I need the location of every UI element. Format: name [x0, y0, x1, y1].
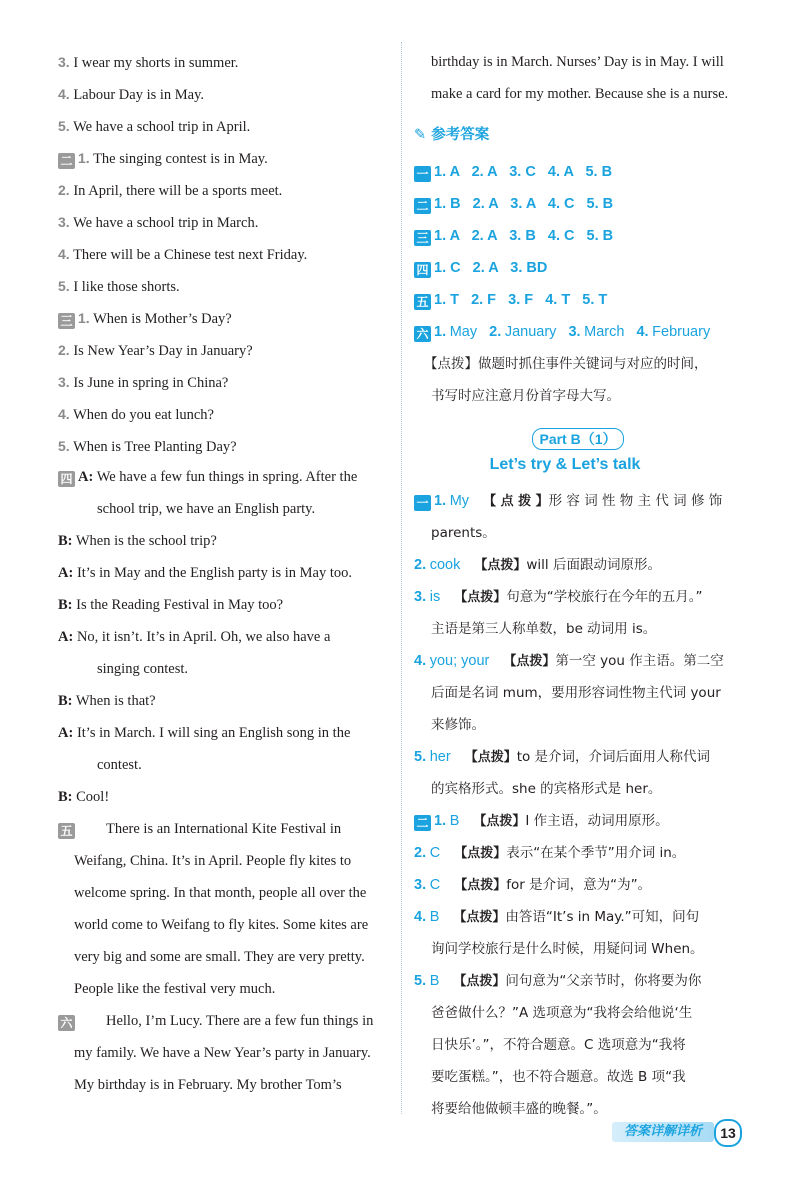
- sentence-text: When is Tree Planting Day?: [73, 439, 237, 455]
- speaker: A:: [58, 565, 74, 581]
- answer-word: C: [429, 845, 441, 861]
- tip-tag: 【点拨】: [503, 654, 556, 669]
- item-number: 1.: [78, 150, 90, 166]
- passage-line: [74, 1044, 371, 1062]
- tip-tag: 【 点 拨 】: [483, 494, 549, 509]
- section-icon: 三: [414, 230, 431, 246]
- answer-word: is: [429, 589, 441, 605]
- dialog-line: [58, 788, 109, 806]
- dialog-continuation: [97, 500, 315, 518]
- explanation-text: 来修饰。: [431, 717, 485, 733]
- tip-tag: 【点拨】: [454, 846, 507, 861]
- section-icon: 一: [414, 166, 431, 182]
- explanation-line: [414, 844, 685, 863]
- speaker: B:: [58, 693, 73, 709]
- dialog-line: [58, 596, 283, 614]
- footer: [612, 1119, 742, 1141]
- answer-word: February: [652, 324, 711, 340]
- item-number: 1.: [434, 813, 447, 829]
- section-icon: 四: [414, 262, 431, 278]
- passage-text: make a card for my mother. Because she is a nurse.: [431, 86, 729, 102]
- tip-tag: 【点拨】: [454, 878, 507, 893]
- passage-text: birthday is in March. Nurses’ Day is in May. I will: [431, 54, 724, 70]
- item-number: 4.: [414, 653, 427, 669]
- item-number: 4.: [414, 909, 427, 925]
- section-icon: 三: [58, 313, 75, 329]
- explanation-text: 要吃蛋糕。”，也不符合题意。故选 B 项“我: [431, 1069, 686, 1085]
- passage-text: my family. We have a New Year’s party in January.: [74, 1045, 371, 1061]
- dialog-text: It’s in March. I will sing an English song in the: [76, 725, 351, 741]
- item-number: 3.: [414, 589, 427, 605]
- explanation-line: [414, 492, 722, 511]
- answer-word: C: [429, 877, 441, 893]
- sentence-text: We have a school trip in March.: [73, 215, 259, 231]
- passage-text: welcome spring. In that month, people all over the: [74, 885, 367, 901]
- sentence-text: Is New Year’s Day in January?: [73, 343, 253, 359]
- section-icon: 六: [58, 1015, 75, 1031]
- explanation-text: 形 容 词 性 物 主 代 词 修 饰: [548, 493, 723, 509]
- dialog-text: Cool!: [76, 789, 110, 805]
- explanation-text: 询问学校旅行是什么时候，用疑问词 When。: [431, 941, 704, 957]
- explanation-continuation: [431, 524, 496, 542]
- item-number: 5.: [58, 278, 70, 294]
- sentence-line: [58, 181, 282, 200]
- item-number: 3.: [58, 54, 70, 70]
- item-number: 5.: [414, 973, 427, 989]
- dialog-text: We have a few fun things in spring. After the: [96, 469, 358, 485]
- answer-text: 1. C 2. A 3. BD: [434, 260, 548, 276]
- item-number: 1.: [434, 493, 447, 509]
- answer-word: B: [429, 973, 440, 989]
- dialog-text: contest.: [97, 757, 142, 773]
- explanation-text: 日快乐’。”，不符合题意。C 选项意为“我将: [431, 1037, 686, 1053]
- explanation-text: for 是介词，意为“为”。: [506, 877, 652, 893]
- explanation-text: parents。: [431, 525, 496, 541]
- part-badge: Part B（1）: [532, 428, 624, 450]
- sentence-line: [58, 53, 238, 72]
- sentence-line: [58, 405, 214, 424]
- dialog-text: When is the school trip?: [75, 533, 217, 549]
- speaker: A:: [78, 469, 94, 485]
- explanation-text: 爸爸做什么？”A 选项意为“我将会给他说‘生: [431, 1005, 693, 1021]
- explanation-line: [414, 588, 702, 607]
- column-divider: [401, 42, 402, 1114]
- passage-line: [74, 852, 351, 870]
- footer-label: 答案详解详析: [612, 1122, 714, 1142]
- tip-tag: 【点拨】: [454, 590, 507, 605]
- sentence-text: I wear my shorts in summer.: [73, 55, 239, 71]
- sentence-line: [58, 149, 268, 169]
- item-number: 3.: [568, 324, 581, 340]
- item-number: 5.: [414, 749, 427, 765]
- explanation-line: [414, 876, 651, 895]
- explanation-text: 的宾格形式。she 的宾格形式是 her。: [431, 781, 662, 797]
- passage-text: world come to Weifang to fly kites. Some kites are: [74, 917, 369, 933]
- answer-line: [414, 259, 547, 278]
- tip-text: 书写时应注意月份首字母大写。: [431, 388, 620, 404]
- item-number: 4.: [58, 246, 70, 262]
- item-number: 2.: [489, 324, 502, 340]
- sentence-line: [58, 117, 250, 136]
- explanation-text: 句意为“学校旅行在今年的五月。”: [506, 589, 703, 605]
- explanation-continuation: [431, 716, 485, 734]
- answer-word: you; your: [429, 653, 490, 669]
- sentence-line: [58, 309, 232, 329]
- explanation-continuation: [431, 684, 721, 702]
- answer-word: March: [584, 324, 625, 340]
- explanation-continuation: [431, 1004, 692, 1022]
- passage-line: [74, 948, 365, 966]
- explanation-line: [414, 908, 699, 927]
- item-number: 4.: [58, 406, 70, 422]
- dialog-line: [58, 724, 350, 742]
- explanation-text: 表示“在某个季节”用介词 in。: [506, 845, 686, 861]
- tip-line: [424, 355, 708, 373]
- sentence-text: When do you eat lunch?: [73, 407, 214, 423]
- page-number: 13: [714, 1119, 742, 1147]
- item-number: 4.: [58, 86, 70, 102]
- item-number: 1.: [434, 324, 447, 340]
- answer-text: 1. A 2. A 3. C 4. A 5. B: [434, 164, 613, 180]
- sentence-text: I like those shorts.: [73, 279, 180, 295]
- explanation-text: 主语是第三人称单数，be 动词用 is。: [431, 621, 657, 637]
- explanation-continuation: [431, 620, 656, 638]
- answer-line: [414, 227, 613, 246]
- dialog-text: When is that?: [75, 693, 156, 709]
- item-number: 3.: [414, 877, 427, 893]
- section-icon: 四: [58, 471, 75, 487]
- answer-word: My: [449, 493, 470, 509]
- item-number: 2.: [414, 557, 427, 573]
- explanation-text: will 后面跟动词原形。: [526, 557, 661, 573]
- explanation-continuation: [431, 940, 704, 958]
- dialog-line: [58, 628, 330, 646]
- tip-text: 【点拨】做题时抓住事件关键词与对应的时间，: [424, 356, 708, 372]
- speaker: A:: [58, 629, 74, 645]
- tip-tag: 【点拨】: [473, 814, 526, 829]
- section-icon: 二: [414, 198, 431, 214]
- answer-word: B: [429, 909, 440, 925]
- explanation-line: [414, 812, 669, 831]
- explanation-continuation: [431, 1100, 607, 1118]
- dialog-text: It’s in May and the English party is in May too.: [76, 565, 353, 581]
- passage-line: [74, 1076, 342, 1094]
- explanation-continuation: [431, 1036, 686, 1054]
- answer-word: her: [429, 749, 451, 765]
- explanation-text: 后面是名词 mum，要用形容词性物主代词 your: [431, 685, 721, 701]
- sentence-text: In April, there will be a sports meet.: [73, 183, 283, 199]
- section-icon: 二: [414, 815, 431, 831]
- passage-text: very big and some are small. They are very pretty.: [74, 949, 365, 965]
- passage-text: Weifang, China. It’s in April. People fly kites to: [74, 853, 352, 869]
- answer-line: [414, 291, 607, 310]
- sentence-line: [58, 213, 258, 232]
- item-number: 4.: [636, 324, 649, 340]
- sentence-line: [58, 277, 180, 296]
- ref-title-text: 参考答案: [431, 127, 490, 143]
- passage-text: My birthday is in February. My brother Tom’s: [74, 1077, 342, 1093]
- section-icon: 五: [58, 823, 75, 839]
- answer-text: 1. A 2. A 3. B 4. C 5. B: [434, 228, 614, 244]
- dialog-text: school trip, we have an English party.: [97, 501, 316, 517]
- item-number: 2.: [58, 342, 70, 358]
- answer-text: 1. T 2. F 3. F 4. T 5. T: [434, 292, 608, 308]
- pen-icon: ✎: [414, 127, 427, 143]
- dialog-continuation: [97, 756, 142, 774]
- passage-line: [431, 85, 728, 103]
- sentence-text: When is Mother’s Day?: [93, 311, 232, 327]
- passage-text: People like the festival very much.: [74, 981, 276, 997]
- dialog-text: Is the Reading Festival in May too?: [76, 597, 284, 613]
- speaker: A:: [58, 725, 74, 741]
- explanation-line: [414, 652, 724, 671]
- dialog-line: [58, 468, 357, 487]
- section-icon: 一: [414, 495, 431, 511]
- tip-line: [431, 387, 620, 405]
- reference-answer-title: [414, 123, 489, 144]
- sentence-text: Labour Day is in May.: [73, 87, 205, 103]
- sentence-text: There will be a Chinese test next Friday.: [73, 247, 308, 263]
- section-icon: 二: [58, 153, 75, 169]
- item-number: 2.: [414, 845, 427, 861]
- sentence-line: [58, 437, 237, 456]
- dialog-text: singing contest.: [97, 661, 189, 677]
- passage-line: [74, 980, 275, 998]
- item-number: 5.: [58, 118, 70, 134]
- explanation-text: 由答语“It’s in May.”可知，问句: [505, 909, 700, 925]
- dialog-line: [58, 692, 156, 710]
- dialog-text: No, it isn’t. It’s in April. Oh, we also have a: [76, 629, 331, 645]
- answer-word: May: [449, 324, 478, 340]
- passage-text: There is an International Kite Festival in: [106, 821, 342, 837]
- answer-word: January: [504, 324, 557, 340]
- dialog-continuation: [97, 660, 188, 678]
- sentence-line: [58, 341, 253, 360]
- speaker: B:: [58, 789, 73, 805]
- sentence-line: [58, 245, 307, 264]
- passage-text: Hello, I’m Lucy. There are a few fun things in: [106, 1013, 374, 1029]
- explanation-line: [414, 748, 710, 767]
- passage-line: [74, 884, 366, 902]
- sentence-text: The singing contest is in May.: [93, 151, 268, 167]
- answer-word: B: [449, 813, 460, 829]
- sentence-line: [58, 373, 228, 392]
- speaker: B:: [58, 597, 73, 613]
- explanation-text: to 是介词，介词后面用人称代词: [516, 749, 711, 765]
- tip-tag: 【点拨】: [453, 910, 506, 925]
- answer-line: [414, 195, 613, 214]
- answer-line: [414, 163, 612, 182]
- explanation-line: [414, 556, 661, 575]
- item-number: 3.: [58, 374, 70, 390]
- dialog-line: [58, 564, 352, 582]
- explanation-text: I 作主语，动词用原形。: [525, 813, 669, 829]
- sentence-text: We have a school trip in April.: [73, 119, 251, 135]
- answer-word: cook: [429, 557, 461, 573]
- section-icon: 六: [414, 326, 431, 342]
- item-number: 2.: [58, 182, 70, 198]
- answer-line: [414, 323, 722, 342]
- tip-tag: 【点拨】: [474, 558, 527, 573]
- explanation-continuation: [431, 1068, 686, 1086]
- passage-line: [74, 916, 368, 934]
- explanation-text: 问句意为“父亲节时，你将要为你: [505, 973, 702, 989]
- passage-line: [58, 820, 341, 839]
- section-icon: 五: [414, 294, 431, 310]
- section-title: Let’s try & Let’s talk: [489, 456, 641, 473]
- passage-line: [58, 1012, 373, 1031]
- explanation-text: 第一空 you 作主语。第二空: [555, 653, 724, 669]
- item-number: 5.: [58, 438, 70, 454]
- explanation-continuation: [431, 780, 661, 798]
- sentence-text: Is June in spring in China?: [73, 375, 229, 391]
- sentence-line: [58, 85, 204, 104]
- item-number: 1.: [78, 310, 90, 326]
- tip-tag: 【点拨】: [453, 974, 506, 989]
- explanation-text: 将要给他做顿丰盛的晚餐。”。: [431, 1101, 607, 1117]
- passage-line: [431, 53, 724, 71]
- item-number: 3.: [58, 214, 70, 230]
- dialog-line: [58, 532, 217, 550]
- answer-text: 1. B 2. A 3. A 4. C 5. B: [434, 196, 614, 212]
- tip-tag: 【点拨】: [464, 750, 517, 765]
- speaker: B:: [58, 533, 73, 549]
- explanation-line: [414, 972, 701, 991]
